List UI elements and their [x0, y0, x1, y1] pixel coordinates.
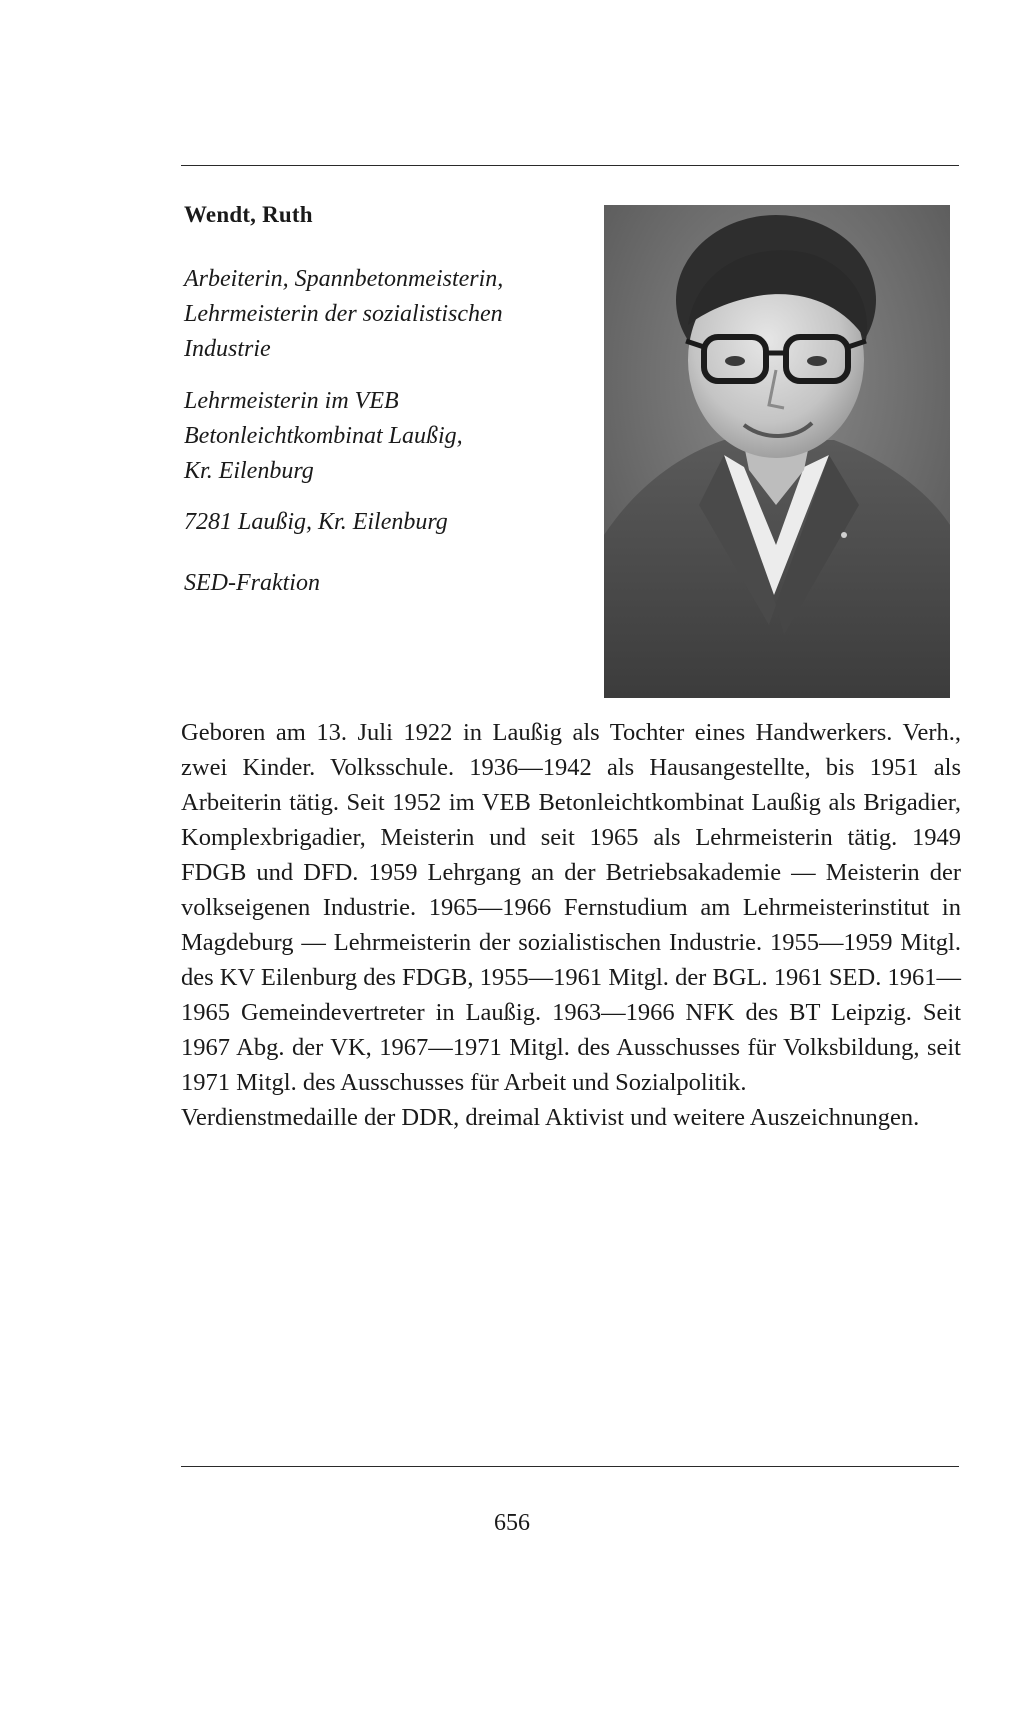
portrait-photo	[604, 205, 950, 698]
biography-paragraph: Verdienstmedaille der DDR, dreimal Aktivist und weitere Auszeichnungen.	[181, 1104, 920, 1131]
page-number: 656	[494, 1510, 530, 1536]
entry-name: Wendt, Ruth	[184, 202, 313, 227]
biography	[181, 715, 961, 1135]
entry-address: 7281 Laußig, Kr. Eilenburg	[184, 509, 448, 535]
biography-paragraph: Geboren am 13. Juli 1922 in Laußig als Tochter eines Handwerkers. Verh., zwei Kinder. Volksschule. 1936—1942 als Hausangestellte, bis 1951 als Arbeiterin tätig. Seit 1952 im VEB Betonleichtkombinat Laußig als Brigadier, Komplexbrigadier, Meisterin und seit 1965 als Lehrmeisterin tätig. 1949 FDGB und DFD. 1959 Lehrgang an der Betriebsakademie — Meisterin der volkseigenen Industrie. 1965—1966 Fernstudium am Lehrmeisterinstitut in Magdeburg — Lehrmeisterin der sozialistischen Industrie. 1955—1959 Mitgl. des KV Eilenburg des FDGB, 1955—1961 Mitgl. der BGL. 1961 SED. 1961—1965 Gemeindevertreter in Laußig. 1963—1966 NFK des BT Leipzig. Seit 1967 Abg. der VK, 1967—1971 Mitgl. des Ausschusses für Volksbildung, seit 1971 Mitgl. des Ausschusses für Arbeit und Sozialpolitik.	[181, 719, 961, 1096]
top-rule	[181, 165, 959, 166]
entry-titles: Arbeiterin, Spannbetonmeisterin, Lehrmeisterin der sozialistischen Industrie	[184, 266, 504, 362]
entry-faction: SED-Fraktion	[184, 570, 320, 596]
bottom-rule	[181, 1466, 959, 1467]
portrait-illustration	[604, 205, 950, 698]
entry-workplace: Lehrmeisterin im VEB Betonleichtkombinat Laußig, Kr. Eilenburg	[184, 388, 463, 484]
